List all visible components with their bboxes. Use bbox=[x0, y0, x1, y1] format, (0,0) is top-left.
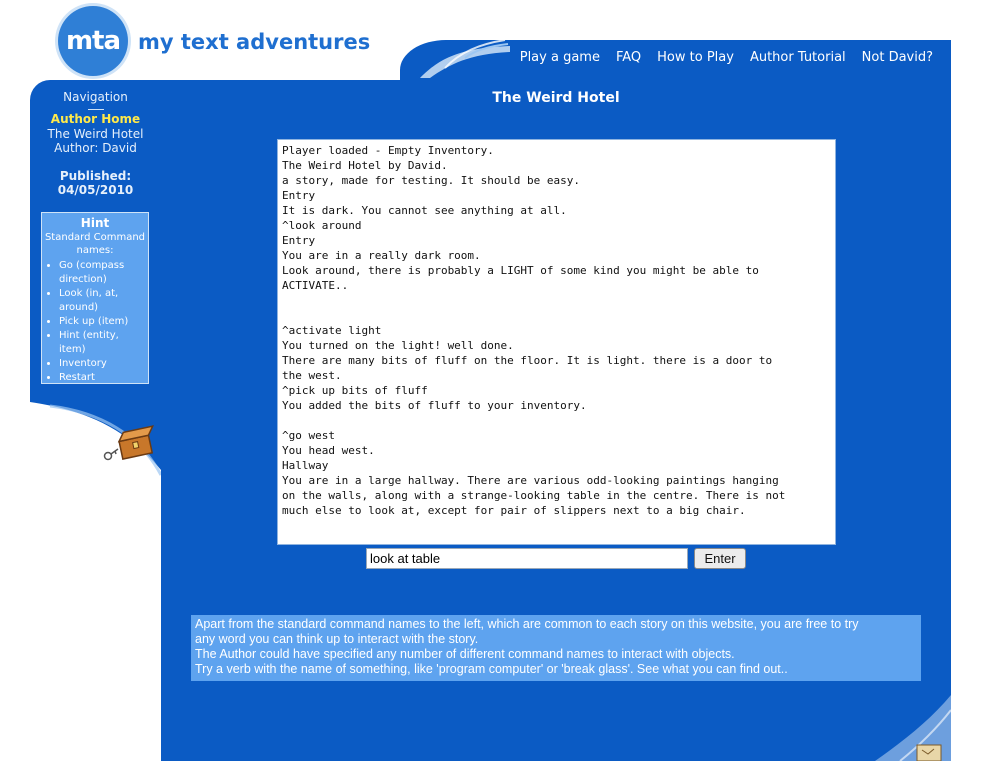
transcript-line: Entry bbox=[282, 234, 316, 247]
transcript-line: ACTIVATE.. bbox=[282, 279, 349, 292]
nav-how-to-play[interactable]: How to Play bbox=[657, 50, 734, 65]
transcript-line: You head west. bbox=[282, 444, 375, 457]
transcript-line: It is dark. You cannot see anything at all. bbox=[282, 204, 567, 217]
transcript-line: You are in a really dark room. bbox=[282, 249, 481, 262]
transcript-line: much else to look at, except for pair of slippers next to a big chair. bbox=[282, 504, 746, 517]
info-line: Try a verb with the name of something, like 'program computer' or 'break glass'. See what you can find out.. bbox=[195, 662, 788, 676]
command-input[interactable] bbox=[366, 548, 688, 569]
transcript-line: Player loaded - Empty Inventory. bbox=[282, 144, 494, 157]
transcript-line bbox=[282, 293, 831, 308]
transcript-line: Hallway bbox=[282, 459, 329, 472]
hint-subtitle: Standard Command names: bbox=[44, 232, 146, 256]
transcript-line: You are in a large hallway. There are various odd-looking paintings hanging bbox=[282, 474, 779, 487]
hint-title: Hint bbox=[80, 216, 110, 230]
sidebar bbox=[30, 80, 161, 761]
transcript-line: the west. bbox=[282, 369, 342, 382]
story-title: The Weird Hotel bbox=[47, 127, 144, 141]
hint-list bbox=[42, 259, 148, 385]
transcript-line: on the walls, along with a strange-looking table in the centre. There is not bbox=[282, 489, 786, 502]
site-title[interactable]: my text adventures bbox=[138, 30, 371, 54]
swirl-decoration-icon bbox=[420, 38, 510, 78]
site-logo[interactable] bbox=[58, 6, 128, 76]
transcript-line: ^look around bbox=[282, 219, 362, 232]
story-author: Author: David bbox=[54, 141, 137, 155]
transcript-line: Entry bbox=[282, 189, 316, 202]
transcript-line: ^activate light bbox=[282, 324, 382, 337]
nav-links bbox=[512, 50, 941, 65]
sidebar-title: Navigation bbox=[63, 90, 128, 104]
page-title: The Weird Hotel bbox=[492, 90, 620, 106]
logo-mark: mta bbox=[65, 26, 121, 56]
transcript-line: Look around, there is probably a LIGHT of some kind you might be able to bbox=[282, 264, 759, 277]
game-transcript[interactable] bbox=[277, 139, 836, 545]
map-scroll-icon[interactable] bbox=[914, 742, 944, 761]
right-margin bbox=[951, 80, 1001, 761]
transcript-line: There are many bits of fluff on the floor. It is light. there is a door to bbox=[282, 354, 773, 367]
info-line: The Author could have specified any number of different command names to interact with objects. bbox=[195, 647, 735, 661]
transcript-line: a story, made for testing. It should be easy. bbox=[282, 174, 581, 187]
info-line: Apart from the standard command names to the left, which are common to each story on this website, you are free to try bbox=[195, 617, 859, 631]
published-date: 04/05/2010 bbox=[57, 183, 134, 197]
hint-box bbox=[41, 212, 149, 384]
hint-item: • Inventory bbox=[59, 357, 148, 371]
chest-key-icon[interactable] bbox=[100, 422, 156, 466]
hint-item: • Pick up (item) bbox=[59, 315, 148, 329]
enter-button[interactable]: Enter bbox=[694, 548, 746, 569]
nav-not-user[interactable]: Not David? bbox=[861, 50, 933, 65]
hint-item: • Go (compass direction) bbox=[59, 259, 148, 287]
author-home-link[interactable]: Author Home bbox=[50, 112, 141, 126]
transcript-line: You turned on the light! well done. bbox=[282, 339, 514, 352]
sidebar-divider bbox=[88, 109, 104, 110]
nav-faq[interactable]: FAQ bbox=[615, 50, 642, 65]
nav-author-tutorial[interactable]: Author Tutorial bbox=[749, 50, 846, 65]
transcript-line: The Weird Hotel by David. bbox=[282, 159, 448, 172]
published-label: Published: bbox=[59, 169, 132, 183]
hint-item: • Look (in, at, around) bbox=[59, 287, 148, 315]
info-box bbox=[191, 615, 921, 681]
transcript-line: ^go west bbox=[282, 429, 335, 442]
transcript-line: ^pick up bits of fluff bbox=[282, 384, 428, 397]
info-line: any word you can think up to interact with the story. bbox=[195, 632, 479, 646]
nav-play-a-game[interactable]: Play a game bbox=[519, 50, 600, 65]
hint-item: • Restart bbox=[59, 371, 148, 385]
transcript-line: You added the bits of fluff to your inventory. bbox=[282, 399, 587, 412]
hint-item: • Hint (entity, item) bbox=[59, 329, 148, 357]
transcript-line bbox=[282, 413, 831, 428]
transcript-line bbox=[282, 308, 831, 323]
